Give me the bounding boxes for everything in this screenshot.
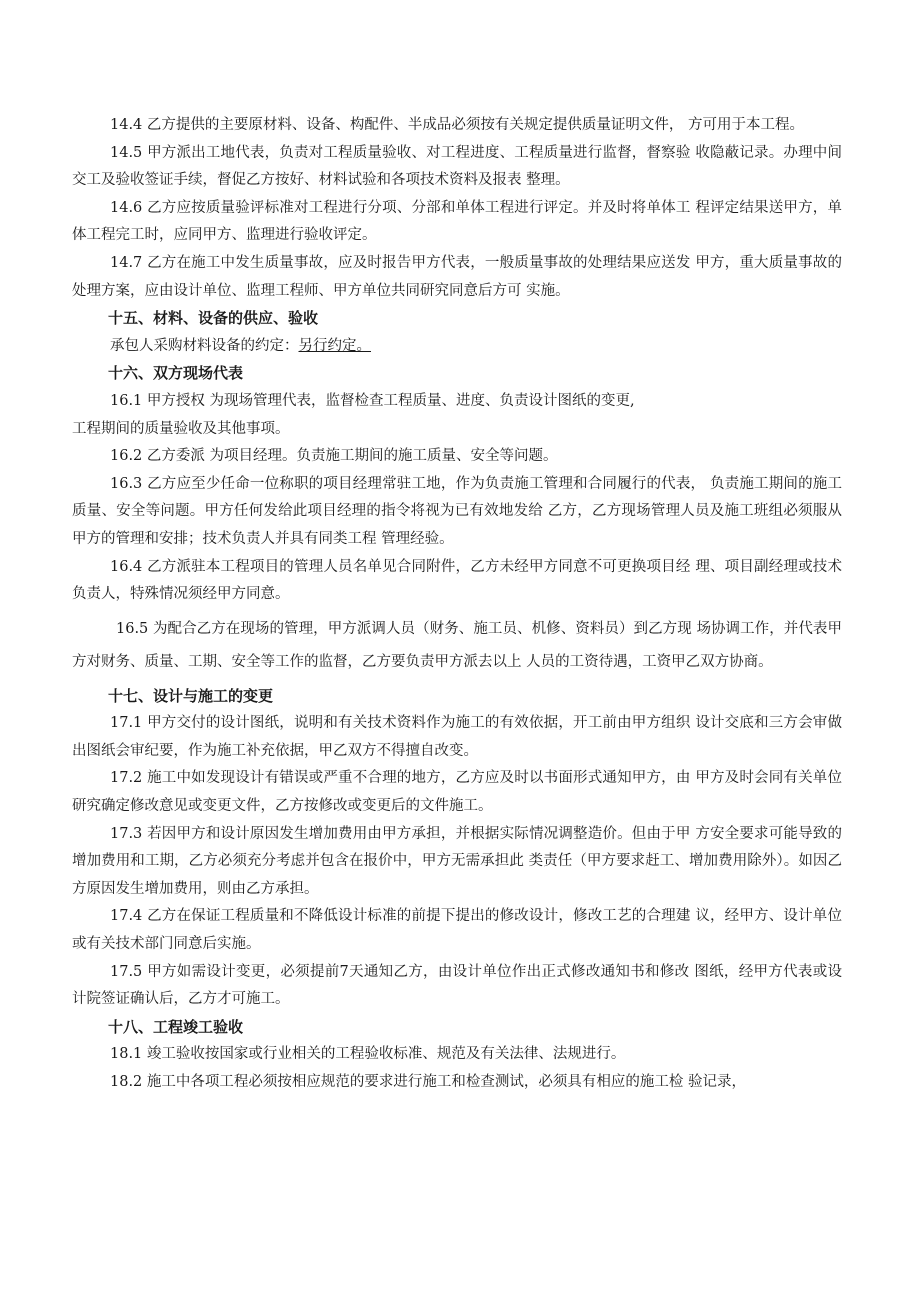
clause-14-5: 14.5 甲方派出工地代表，负责对工程质量验收、对工程进度、工程质量进行监督，督察验 收隐蔽记录。办理中间交工及验收签证手续，督促乙方按好、材料试验和各项技术资料及报表 整理。 — [72, 144, 842, 189]
clause-16-3: 16.3 乙方应至少任命一位称职的项目经理常驻工地，作为负责施工管理和合同履行的代表， 负责施工期间的施工质量、安全等问题。甲方任何发给此项目经理的指令将视为已有效地发给 乙方，乙方现场管理人员及施工班组必须服从甲方的管理和安排；技术负责人并具有同类工程 管理经验。 — [72, 475, 842, 547]
clause-16-5: 16.5 为配合乙方在现场的管理，甲方派调人员（财务、施工员、机修、资料员）到乙方现 场协调工作，并代表甲方对财务、质量、工期、安全等工作的监督，乙方要负责甲方派去以上 人员的工资待遇，工资甲乙双方协商。 — [72, 620, 842, 670]
section-heading-15: 十五、材料、设备的供应、验收 — [108, 309, 319, 328]
clause-14-6: 14.6 乙方应按质量验评标准对工程进行分项、分部和单体工程进行评定。并及时将单体工 程评定结果送甲方，单体工程完工时，应同甲方、监理进行验收评定。 — [72, 199, 842, 244]
clause-18-2: 18.2 施工中各项工程必须按相应规范的要求进行施工和检查测试，必须具有相应的施工检 验记录， — [110, 1074, 746, 1090]
clause-15-prefix: 承包人采购材料设备的约定： — [110, 337, 299, 354]
section-heading-16: 十六、双方现场代表 — [108, 364, 244, 383]
clause-16-1-line1: 16.1 甲方授权 为现场管理代表，监督检查工程质量、进度、负责设计图纸的变更, — [110, 392, 635, 409]
clause-14-7: 14.7 乙方在施工中发生质量事故，应及时报告甲方代表，一般质量事故的处理结果应送发 甲方，重大质量事故的处理方案，应由设计单位、监理工程师、甲方单位共同研究同意后方可 实施。 — [72, 254, 842, 299]
clause-17-3: 17.3 若因甲方和设计原因发生增加费用由甲方承担，并根据实际情况调整造价。但由于甲 方安全要求可能导致的增加费用和工期，乙方必须充分考虑并包含在报价中，甲方无需承担此 类责任（甲方要求赶工、增加费用除外）。如因乙方原因发生增加费用，则由乙方承担。 — [72, 825, 842, 897]
clause-15-materials — [72, 333, 842, 361]
clause-14-4: 14.4 乙方提供的主要原材料、设备、构配件、半成品必须按有关规定提供质量证明文件， 方可用于本工程。 — [110, 117, 804, 133]
clause-18-1: 18.1 竣工验收按国家或行业相关的工程验收标准、规范及有关法律、法规进行。 — [110, 1046, 626, 1063]
clause-17-4: 17.4 乙方在保证工程质量和不降低设计标准的前提下提出的修改设计，修改工艺的合理建 议，经甲方、设计单位或有关技术部门同意后实施。 — [72, 908, 842, 953]
clause-17-1: 17.1 甲方交付的设计图纸，说明和有关技术资料作为施工的有效依据，开工前由甲方组织 设计交底和三方会审做出图纸会审纪要，作为施工补充依据，甲乙双方不得擅自改变。 — [72, 715, 842, 759]
clause-16-1-line2: 工程期间的质量验收及其他事项。 — [72, 420, 290, 437]
clause-16-2: 16.2 乙方委派 为项目经理。负责施工期间的施工质量、安全等问题。 — [110, 448, 558, 465]
section-heading-18: 十八、工程竣工验收 — [108, 1017, 244, 1036]
section-heading-17: 十七、设计与施工的变更 — [108, 686, 274, 705]
clause-17-5: 17.5 甲方如需设计变更，必须提前7天通知乙方，由设计单位作出正式修改通知书和修改 图纸，经甲方代表或设计院签证确认后，乙方才可施工。 — [72, 963, 842, 1008]
document-page — [72, 112, 842, 1097]
clause-17-2: 17.2 施工中如发现设计有错误或严重不合理的地方，乙方应及时以书面形式通知甲方，由 甲方及时会同有关单位研究确定修改意见或变更文件，乙方按修改或变更后的文件施工。 — [72, 770, 842, 815]
clause-15-value: 另行约定。 — [298, 337, 371, 354]
clause-16-4: 16.4 乙方派驻本工程项目的管理人员名单见合同附件，乙方未经甲方同意不可更换项目经 理、项目副经理或技术负责人，特殊情况须经甲方同意。 — [72, 558, 842, 603]
